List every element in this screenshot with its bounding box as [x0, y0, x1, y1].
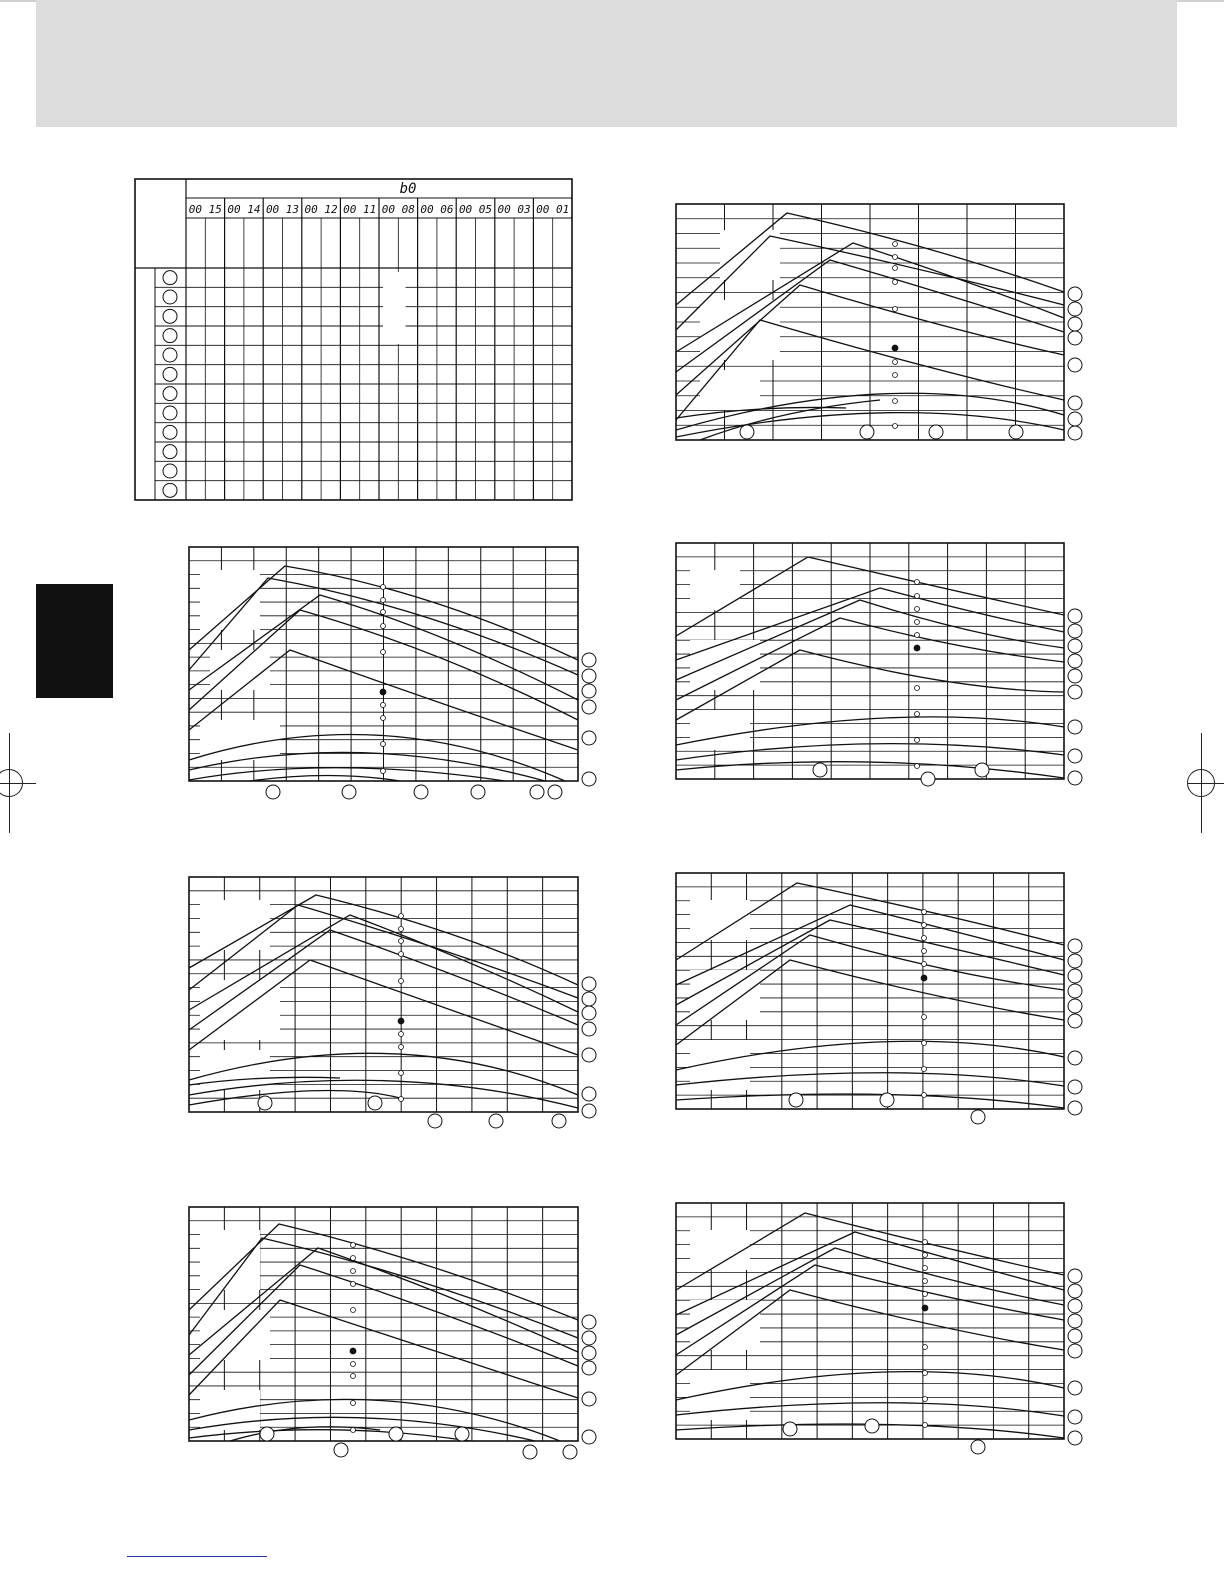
- row-number-circle: [163, 309, 177, 323]
- operating-point: [922, 1305, 928, 1311]
- callout-circle: [523, 1445, 537, 1459]
- callout-circle: [582, 992, 596, 1006]
- callout-circle: [1068, 1344, 1082, 1358]
- curve-marker: [915, 686, 920, 691]
- table-code-label: 00 06: [420, 203, 454, 216]
- callout-circle: [1068, 685, 1082, 699]
- performance-curve: [676, 1094, 1064, 1108]
- callout-circle: [582, 977, 596, 991]
- callout-circle: [582, 653, 596, 667]
- blank-patch: [200, 980, 280, 1040]
- curve-marker: [893, 242, 898, 247]
- row-number-circle: [163, 329, 177, 343]
- curve-marker: [915, 594, 920, 599]
- callout-circle: [1068, 1284, 1082, 1298]
- callout-circle: [860, 425, 874, 439]
- callout-circle: [582, 1430, 596, 1444]
- curve-marker: [381, 703, 386, 708]
- callout-circle: [414, 785, 428, 799]
- callout-circle: [865, 1419, 879, 1433]
- curve-marker: [381, 716, 386, 721]
- curve-marker: [351, 1401, 356, 1406]
- callout-circle: [971, 1110, 985, 1124]
- table-code-label: 00 01: [536, 203, 570, 216]
- table-code-label: 00 11: [343, 203, 377, 216]
- row-number-circle: [163, 406, 177, 420]
- callout-circle: [552, 1114, 566, 1128]
- operating-point: [921, 975, 927, 981]
- callout-circle: [1068, 1080, 1082, 1094]
- curve-marker: [399, 952, 404, 957]
- curve-marker: [922, 1067, 927, 1072]
- callout-circle: [582, 1346, 596, 1360]
- callout-circle: [975, 763, 989, 777]
- table-code-label: 00 12: [304, 203, 338, 216]
- callout-circle: [1068, 639, 1082, 653]
- curve-marker: [399, 1097, 404, 1102]
- callout-circle: [582, 1048, 596, 1062]
- callout-circle: [334, 1443, 348, 1457]
- callout-circle: [258, 1096, 272, 1110]
- callout-circle: [582, 669, 596, 683]
- chart-top-right: [676, 204, 1082, 440]
- curve-marker: [351, 1282, 356, 1287]
- blank-patch: [210, 650, 270, 690]
- operating-point: [892, 345, 898, 351]
- table-code-label: 00 05: [458, 203, 493, 216]
- curve-marker: [381, 610, 386, 615]
- row-number-circle: [163, 271, 177, 285]
- callout-circle: [582, 1022, 596, 1036]
- callout-circle: [1068, 1314, 1082, 1328]
- callout-circle: [1068, 358, 1082, 372]
- curve-marker: [923, 1423, 928, 1428]
- curve-marker: [351, 1362, 356, 1367]
- curve-marker: [922, 949, 927, 954]
- callout-circle: [530, 785, 544, 799]
- callout-circle: [582, 700, 596, 714]
- curve-marker: [915, 633, 920, 638]
- callout-circle: [582, 1392, 596, 1406]
- curve-marker: [893, 360, 898, 365]
- callout-circle: [1068, 969, 1082, 983]
- curve-marker: [893, 399, 898, 404]
- callout-circle: [1068, 1410, 1082, 1424]
- chart-bottom-left: [189, 1207, 596, 1459]
- callout-circle: [1068, 1299, 1082, 1313]
- callout-circle: [783, 1422, 797, 1436]
- chart-lower-right: [676, 873, 1082, 1124]
- curve-marker: [351, 1308, 356, 1313]
- curve-marker: [923, 1345, 928, 1350]
- callout-circle: [1068, 412, 1082, 426]
- performance-curve: [250, 776, 400, 782]
- callout-circle: [1068, 720, 1082, 734]
- curve-marker: [399, 1032, 404, 1037]
- curve-marker: [351, 1243, 356, 1248]
- operating-point: [914, 645, 920, 651]
- callout-circle: [929, 425, 943, 439]
- performance-curve: [189, 768, 505, 781]
- blank-patch: [690, 570, 740, 610]
- table-code-label: 00 14: [227, 203, 261, 216]
- curve-marker: [923, 1371, 928, 1376]
- callout-circle: [1068, 1101, 1082, 1115]
- performance-curve: [189, 1430, 470, 1441]
- callout-circle: [563, 1445, 577, 1459]
- callout-circle: [582, 1315, 596, 1329]
- callout-circle: [813, 763, 827, 777]
- callout-circle: [880, 1093, 894, 1107]
- operating-point: [380, 689, 386, 695]
- callout-circle: [1068, 749, 1082, 763]
- curve-marker: [399, 1045, 404, 1050]
- callout-circle: [1068, 624, 1082, 638]
- chart-mid-left: [189, 547, 596, 799]
- chart-mid-right: [676, 543, 1082, 786]
- row-number-circle: [163, 290, 177, 304]
- table-code-header: b0: [399, 181, 417, 197]
- curve-marker: [922, 962, 927, 967]
- callout-circle: [1068, 654, 1082, 668]
- table-border: [135, 179, 572, 500]
- row-number-circle: [163, 464, 177, 478]
- callout-circle: [1068, 984, 1082, 998]
- settings-table: [135, 179, 572, 500]
- curve-marker: [381, 624, 386, 629]
- curve-marker: [915, 738, 920, 743]
- callout-circle: [1068, 287, 1082, 301]
- callout-circle: [1068, 954, 1082, 968]
- curve-marker: [923, 1266, 928, 1271]
- table-blank-area: [383, 272, 406, 344]
- callout-circle: [1068, 771, 1082, 785]
- curve-marker: [381, 650, 386, 655]
- callout-circle: [1068, 331, 1082, 345]
- callout-circle: [266, 785, 280, 799]
- curve-marker: [915, 620, 920, 625]
- table-code-label: 00 08: [381, 203, 415, 216]
- callout-circle: [455, 1427, 469, 1441]
- curve-marker: [915, 712, 920, 717]
- curve-marker: [922, 1093, 927, 1098]
- callout-circle: [368, 1096, 382, 1110]
- curve-marker: [893, 307, 898, 312]
- blank-patch: [200, 720, 280, 760]
- curve-marker: [893, 424, 898, 429]
- callout-circle: [582, 1361, 596, 1375]
- curve-marker: [923, 1279, 928, 1284]
- curve-marker: [399, 914, 404, 919]
- callout-circle: [260, 1427, 274, 1441]
- callout-circle: [342, 785, 356, 799]
- callout-circle: [1068, 317, 1082, 331]
- callout-circle: [1068, 1051, 1082, 1065]
- blank-patch: [200, 900, 270, 950]
- callout-circle: [1068, 669, 1082, 683]
- callout-circle: [789, 1093, 803, 1107]
- callout-circle: [740, 425, 754, 439]
- curve-marker: [922, 910, 927, 915]
- callout-circle: [389, 1427, 403, 1441]
- blank-patch: [200, 570, 260, 630]
- blank-patch: [200, 1050, 270, 1090]
- curve-marker: [915, 580, 920, 585]
- curve-marker: [915, 607, 920, 612]
- row-number-circle: [163, 367, 177, 381]
- curve-marker: [893, 266, 898, 271]
- row-number-circle: [163, 483, 177, 497]
- callout-circle: [1068, 426, 1082, 440]
- curve-marker: [923, 1292, 928, 1297]
- curve-marker: [893, 255, 898, 260]
- row-number-circle: [163, 387, 177, 401]
- callout-circle: [1068, 1014, 1082, 1028]
- operating-point: [350, 1348, 356, 1354]
- callout-circle: [1068, 1269, 1082, 1283]
- callout-circle: [971, 1440, 985, 1454]
- curve-marker: [381, 598, 386, 603]
- callout-circle: [1068, 609, 1082, 623]
- callout-circle: [921, 772, 935, 786]
- callout-circle: [489, 1114, 503, 1128]
- callout-circle: [1068, 1329, 1082, 1343]
- callout-circle: [582, 772, 596, 786]
- curve-marker: [351, 1256, 356, 1261]
- curve-marker: [381, 769, 386, 774]
- curve-marker: [922, 936, 927, 941]
- curve-marker: [399, 1071, 404, 1076]
- curve-marker: [351, 1269, 356, 1274]
- callout-circle: [582, 684, 596, 698]
- callout-circle: [548, 785, 562, 799]
- callout-circle: [428, 1114, 442, 1128]
- curve-marker: [893, 280, 898, 285]
- curve-marker: [381, 742, 386, 747]
- curve-marker: [915, 764, 920, 769]
- table-code-label: 00 03: [497, 203, 531, 216]
- curve-marker: [381, 585, 386, 590]
- callout-circle: [1068, 1381, 1082, 1395]
- table-code-label: 00 13: [265, 203, 300, 216]
- curve-marker: [399, 979, 404, 984]
- curve-marker: [351, 1374, 356, 1379]
- callout-circle: [582, 1006, 596, 1020]
- blank-patch: [700, 370, 760, 410]
- chart-bottom-right: [676, 1203, 1082, 1454]
- blank-patch: [690, 710, 750, 750]
- chart-lower-left: [189, 877, 596, 1128]
- curve-marker: [923, 1397, 928, 1402]
- curve-marker: [923, 1240, 928, 1245]
- blank-patch: [690, 900, 750, 940]
- callout-circle: [1068, 939, 1082, 953]
- blank-patch: [720, 230, 780, 280]
- curve-marker: [399, 939, 404, 944]
- callout-circle: [471, 785, 485, 799]
- callout-circle: [1068, 999, 1082, 1013]
- callout-circle: [582, 1104, 596, 1118]
- row-number-circle: [163, 445, 177, 459]
- callout-circle: [582, 731, 596, 745]
- operating-point: [398, 1018, 404, 1024]
- curve-marker: [923, 1253, 928, 1258]
- callout-circle: [1068, 1431, 1082, 1445]
- curve-marker: [399, 927, 404, 932]
- row-number-circle: [163, 348, 177, 362]
- callout-circle: [1009, 425, 1023, 439]
- curve-marker: [922, 1041, 927, 1046]
- callout-circle: [582, 1087, 596, 1101]
- callout-circle: [1068, 302, 1082, 316]
- curve-marker: [351, 1428, 356, 1433]
- row-number-circle: [163, 425, 177, 439]
- curve-marker: [922, 923, 927, 928]
- curve-marker: [922, 1015, 927, 1020]
- callout-circle: [1068, 396, 1082, 410]
- callout-circle: [582, 1331, 596, 1345]
- curve-marker: [893, 373, 898, 378]
- table-code-label: 00 15: [188, 203, 222, 216]
